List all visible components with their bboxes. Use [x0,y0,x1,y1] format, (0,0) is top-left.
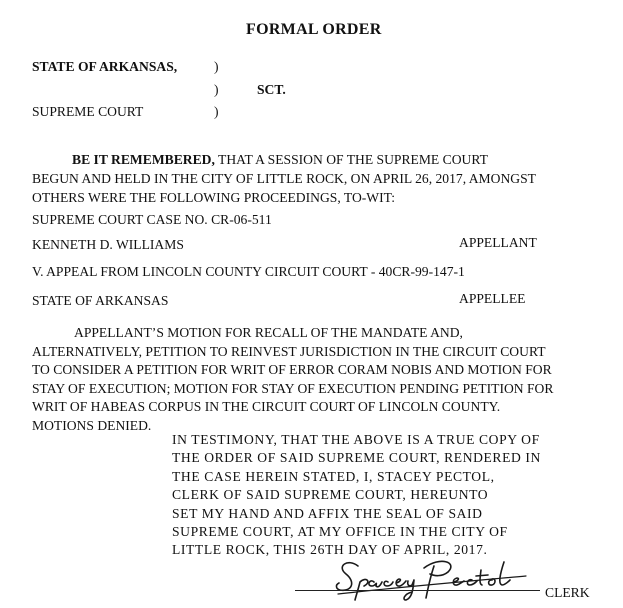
remembered-line-1-rest: THAT A SESSION OF THE SUPREME COURT [214,152,488,167]
clerk-signature [330,552,530,602]
testimony-paragraph [172,431,541,560]
remembered-lead: BE IT REMEMBERED, [72,152,215,167]
testimony-line: THE ORDER OF SAID SUPREME COURT, RENDERED IN [172,450,541,466]
caption-state: STATE OF ARKANSAS, [32,59,178,74]
motion-paragraph [32,324,553,436]
testimony-line: SUPREME COURT, AT MY OFFICE IN THE CITY OF [172,524,508,540]
testimony-line: IN TESTIMONY, THAT THE ABOVE IS A TRUE COPY OF [172,432,540,447]
appeal-line: V. APPEAL FROM LINCOLN COUNTY CIRCUIT COURT - 40CR-99-147-1 [32,264,465,279]
caption-sct: SCT. [257,82,286,97]
page-title: FORMAL ORDER [246,21,382,38]
appellee-name: STATE OF ARKANSAS [32,293,169,308]
appellee-label: APPELLEE [459,291,526,306]
clerk-title: CLERK [545,585,590,600]
remembered-line-3: OTHERS WERE THE FOLLOWING PROCEEDINGS, TO-WIT: [32,190,396,205]
testimony-line: LITTLE ROCK, THIS 26TH DAY OF APRIL, 2017. [172,542,488,558]
testimony-line: SET MY HAND AND AFFIX THE SEAL OF SAID [172,505,483,521]
motion-line: APPELLANT’S MOTION FOR RECALL OF THE MANDATE AND, [74,325,463,340]
appellant-name: KENNETH D. WILLIAMS [32,237,184,252]
remembered-line-1 [32,150,536,169]
caption-paren: ) [214,82,219,97]
testimony-line: CLERK OF SAID SUPREME COURT, HEREUNTO [172,487,489,503]
signature-line [295,590,540,591]
appellant-label: APPELLANT [459,235,537,250]
remembered-paragraph [32,150,536,207]
motion-line: MOTIONS DENIED. [32,417,152,433]
motion-line: ALTERNATIVELY, PETITION TO REINVEST JURISDICTION IN THE CIRCUIT COURT [32,343,546,359]
motion-line: STAY OF EXECUTION; MOTION FOR STAY OF EXECUTION PENDING PETITION FOR [32,380,554,396]
motion-line: TO CONSIDER A PETITION FOR WRIT OF ERROR CORAM NOBIS AND MOTION FOR [32,362,552,378]
motion-line: WRIT OF HABEAS CORPUS IN THE CIRCUIT COURT OF LINCOLN COUNTY. [32,399,501,415]
caption-court: SUPREME COURT [32,104,144,119]
case-number: SUPREME COURT CASE NO. CR-06-511 [32,212,272,227]
caption-paren: ) [214,59,219,74]
testimony-line: THE CASE HEREIN STATED, I, STACEY PECTOL, [172,468,495,484]
caption-paren: ) [214,104,219,119]
remembered-line-2: BEGUN AND HELD IN THE CITY OF LITTLE ROCK, ON APRIL 26, 2017, AMONGST [32,171,536,186]
